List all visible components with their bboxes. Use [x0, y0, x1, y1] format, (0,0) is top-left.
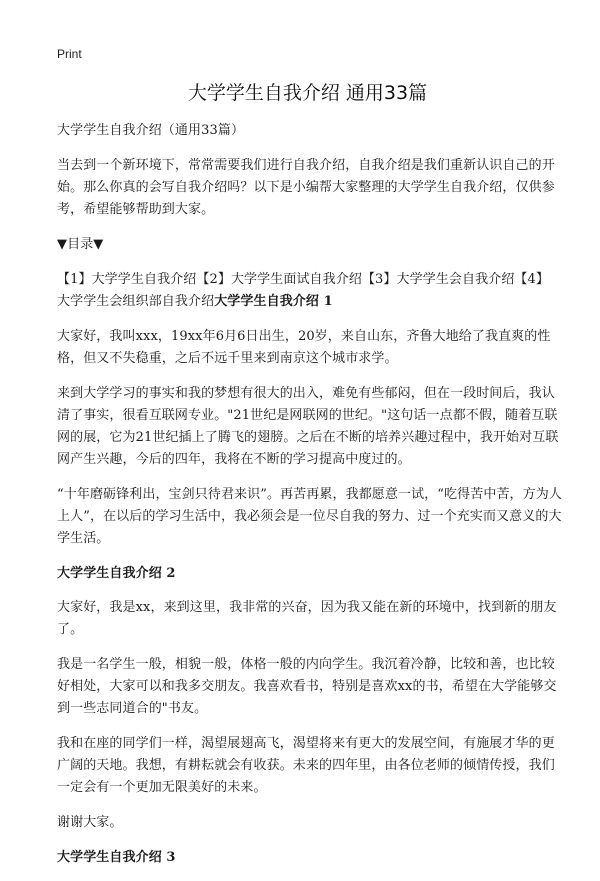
section1-heading: 大学学生自我介绍 1	[214, 294, 333, 309]
section2-paragraph-4: 谢谢大家。	[57, 815, 123, 830]
section1-paragraph-2: 来到大学学习的事实和我的梦想有很大的出入，难免有些郁闷，但在一段时间后，我认清了事实，很看互联网专业。"21世纪是网联网的世纪。"这句话一点都不假，随着互联网的展，它为21世纪插上了腾飞的翅膀。之后在不断的培养兴趣过程中，我开始对互联网产生兴趣，今后的四年，我将在不断的学习提高中度过的。	[57, 386, 559, 467]
intro-paragraph: 当去到一个新环境下，常常需要我们进行自我介绍，自我介绍是我们重新认识自己的开始。那么你真的会写自我介绍吗？以下是小编帮大家整理的大学学生自我介绍，仅供参考，希望能够帮助到大家。	[57, 158, 555, 217]
toc-heading: ▼目录▼	[57, 237, 104, 252]
section1-paragraph-1: 大家好，我叫xxx，19xx年6月6日出生，20岁，来自山东，齐鲁大地给了我直爽的性格，但又不失稳重，之后不远千里来到南京这个城市求学。	[57, 329, 551, 366]
toc-links[interactable]: 【1】大学学生自我介绍【2】大学学生面试自我介绍【3】大学学生会自我介绍【4】大学学生会组织部自我介绍	[57, 272, 549, 309]
section2-heading: 大学学生自我介绍 2	[57, 566, 176, 581]
print-label[interactable]: Print	[57, 47, 82, 61]
document-body	[57, 120, 562, 881]
page-title: 大学学生自我介绍 通用33篇	[187, 82, 428, 104]
section3-heading: 大学学生自我介绍 3	[57, 850, 176, 865]
section2-paragraph-2: 我是一名学生一般，相貌一般，体格一般的内向学生。我沉着冷静，比较和善，也比较好相处，大家可以和我多交朋友。我喜欢看书，特别是喜欢xx的书，希望在大学能够交到一些志同道合的"书友。	[57, 657, 557, 716]
section2-paragraph-3: 我和在座的同学们一样，渴望展翅高飞，渴望将来有更大的发展空间，有施展才华的更广阔的天地。我想，有耕耘就会有收获。未来的四年里，由各位老师的倾情传授，我们一定会有一个更加无限美好的未来。	[57, 736, 555, 795]
toc-paragraph	[57, 269, 562, 313]
section1-paragraph-3: “十年磨砺锋利出，宝剑只待君来识”。再苦再累，我都愿意一试，“吃得苦中苦，方为人上人”，在以后的学习生活中，我必须会是一位尽自我的努力、过一个充实而又意义的大学生活。	[57, 487, 562, 546]
subtitle: 大学学生自我介绍（通用33篇）	[57, 123, 245, 138]
section2-paragraph-1: 大家好，我是xx，来到这里，我非常的兴奋，因为我又能在新的环境中，找到新的朋友了。	[57, 600, 557, 637]
